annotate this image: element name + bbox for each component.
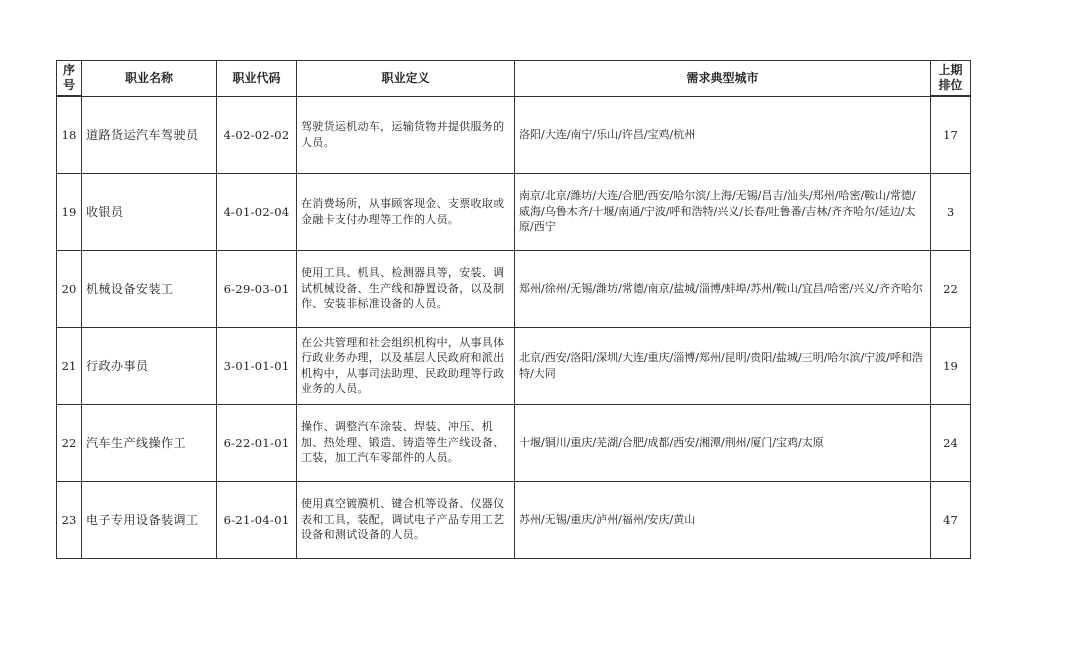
cell-prev-rank: 24	[931, 404, 971, 481]
cell-prev-rank: 3	[931, 173, 971, 250]
cell-seq: 20	[57, 250, 82, 327]
header-definition: 职业定义	[297, 61, 515, 97]
table-row	[57, 96, 971, 173]
cell-name: 道路货运汽车驾驶员	[82, 96, 217, 173]
table-row	[57, 327, 971, 404]
cell-definition: 在消费场所，从事顾客现金、支票收取或金融卡支付办理等工作的人员。	[297, 173, 515, 250]
cell-code: 3-01-01-01	[217, 327, 297, 404]
cell-cities: 北京/西安/洛阳/深圳/大连/重庆/淄博/郑州/昆明/贵阳/盐城/三明/哈尔滨/宁波/呼和浩特/大同	[515, 327, 931, 404]
cell-name: 汽车生产线操作工	[82, 404, 217, 481]
cell-seq: 22	[57, 404, 82, 481]
cell-definition: 使用真空镀膜机、键合机等设备、仪器仪表和工具，装配，调试电子产品专用工艺设备和测试设备的人员。	[297, 481, 515, 558]
header-code: 职业代码	[217, 61, 297, 97]
cell-code: 4-01-02-04	[217, 173, 297, 250]
cell-cities: 郑州/徐州/无锡/潍坊/常德/南京/盐城/淄博/蚌埠/苏州/鞍山/宜昌/哈密/兴义/齐齐哈尔	[515, 250, 931, 327]
cell-seq: 18	[57, 96, 82, 173]
header-prev-rank: 上期排位	[931, 61, 971, 97]
cell-seq: 23	[57, 481, 82, 558]
header-cities: 需求典型城市	[515, 61, 931, 97]
cell-name: 行政办事员	[82, 327, 217, 404]
cell-cities: 苏州/无锡/重庆/泸州/福州/安庆/黄山	[515, 481, 931, 558]
cell-seq: 19	[57, 173, 82, 250]
cell-name: 电子专用设备装调工	[82, 481, 217, 558]
table-row	[57, 250, 971, 327]
cell-code: 4-02-02-02	[217, 96, 297, 173]
table-row	[57, 404, 971, 481]
table-row	[57, 173, 971, 250]
table-header-row	[57, 61, 971, 97]
cell-cities: 南京/北京/潍坊/大连/合肥/西安/哈尔滨/上海/无锡/昌吉/汕头/郑州/哈密/鞍山/常德/威海/乌鲁木齐/十堰/南通/宁波/呼和浩特/兴义/长春/吐鲁番/吉林/齐齐哈尔/延边/太原/西宁	[515, 173, 931, 250]
cell-definition: 操作、调整汽车涂装、焊装、冲压、机加、热处理、锻造、铸造等生产线设备、工装，加工汽车零部件的人员。	[297, 404, 515, 481]
cell-cities: 十堰/铜川/重庆/芜湖/合肥/成都/西安/湘潭/荆州/厦门/宝鸡/太原	[515, 404, 931, 481]
cell-prev-rank: 19	[931, 327, 971, 404]
cell-prev-rank: 17	[931, 96, 971, 173]
cell-definition: 使用工具、机具、检测器具等，安装、调试机械设备、生产线和静置设备，以及制作、安装非标准设备的人员。	[297, 250, 515, 327]
cell-seq: 21	[57, 327, 82, 404]
cell-code: 6-22-01-01	[217, 404, 297, 481]
cell-definition: 在公共管理和社会组织机构中，从事具体行政业务办理，以及基层人民政府和派出机构中，从事司法助理、民政助理等行政业务的人员。	[297, 327, 515, 404]
cell-name: 机械设备安装工	[82, 250, 217, 327]
header-name: 职业名称	[82, 61, 217, 97]
cell-cities: 洛阳/大连/南宁/乐山/许昌/宝鸡/杭州	[515, 96, 931, 173]
cell-code: 6-29-03-01	[217, 250, 297, 327]
table-row	[57, 481, 971, 558]
cell-code: 6-21-04-01	[217, 481, 297, 558]
cell-prev-rank: 22	[931, 250, 971, 327]
occupation-demand-table	[56, 60, 971, 559]
cell-name: 收银员	[82, 173, 217, 250]
header-seq: 序号	[57, 61, 82, 97]
cell-definition: 驾驶货运机动车，运输货物并提供服务的人员。	[297, 96, 515, 173]
cell-prev-rank: 47	[931, 481, 971, 558]
